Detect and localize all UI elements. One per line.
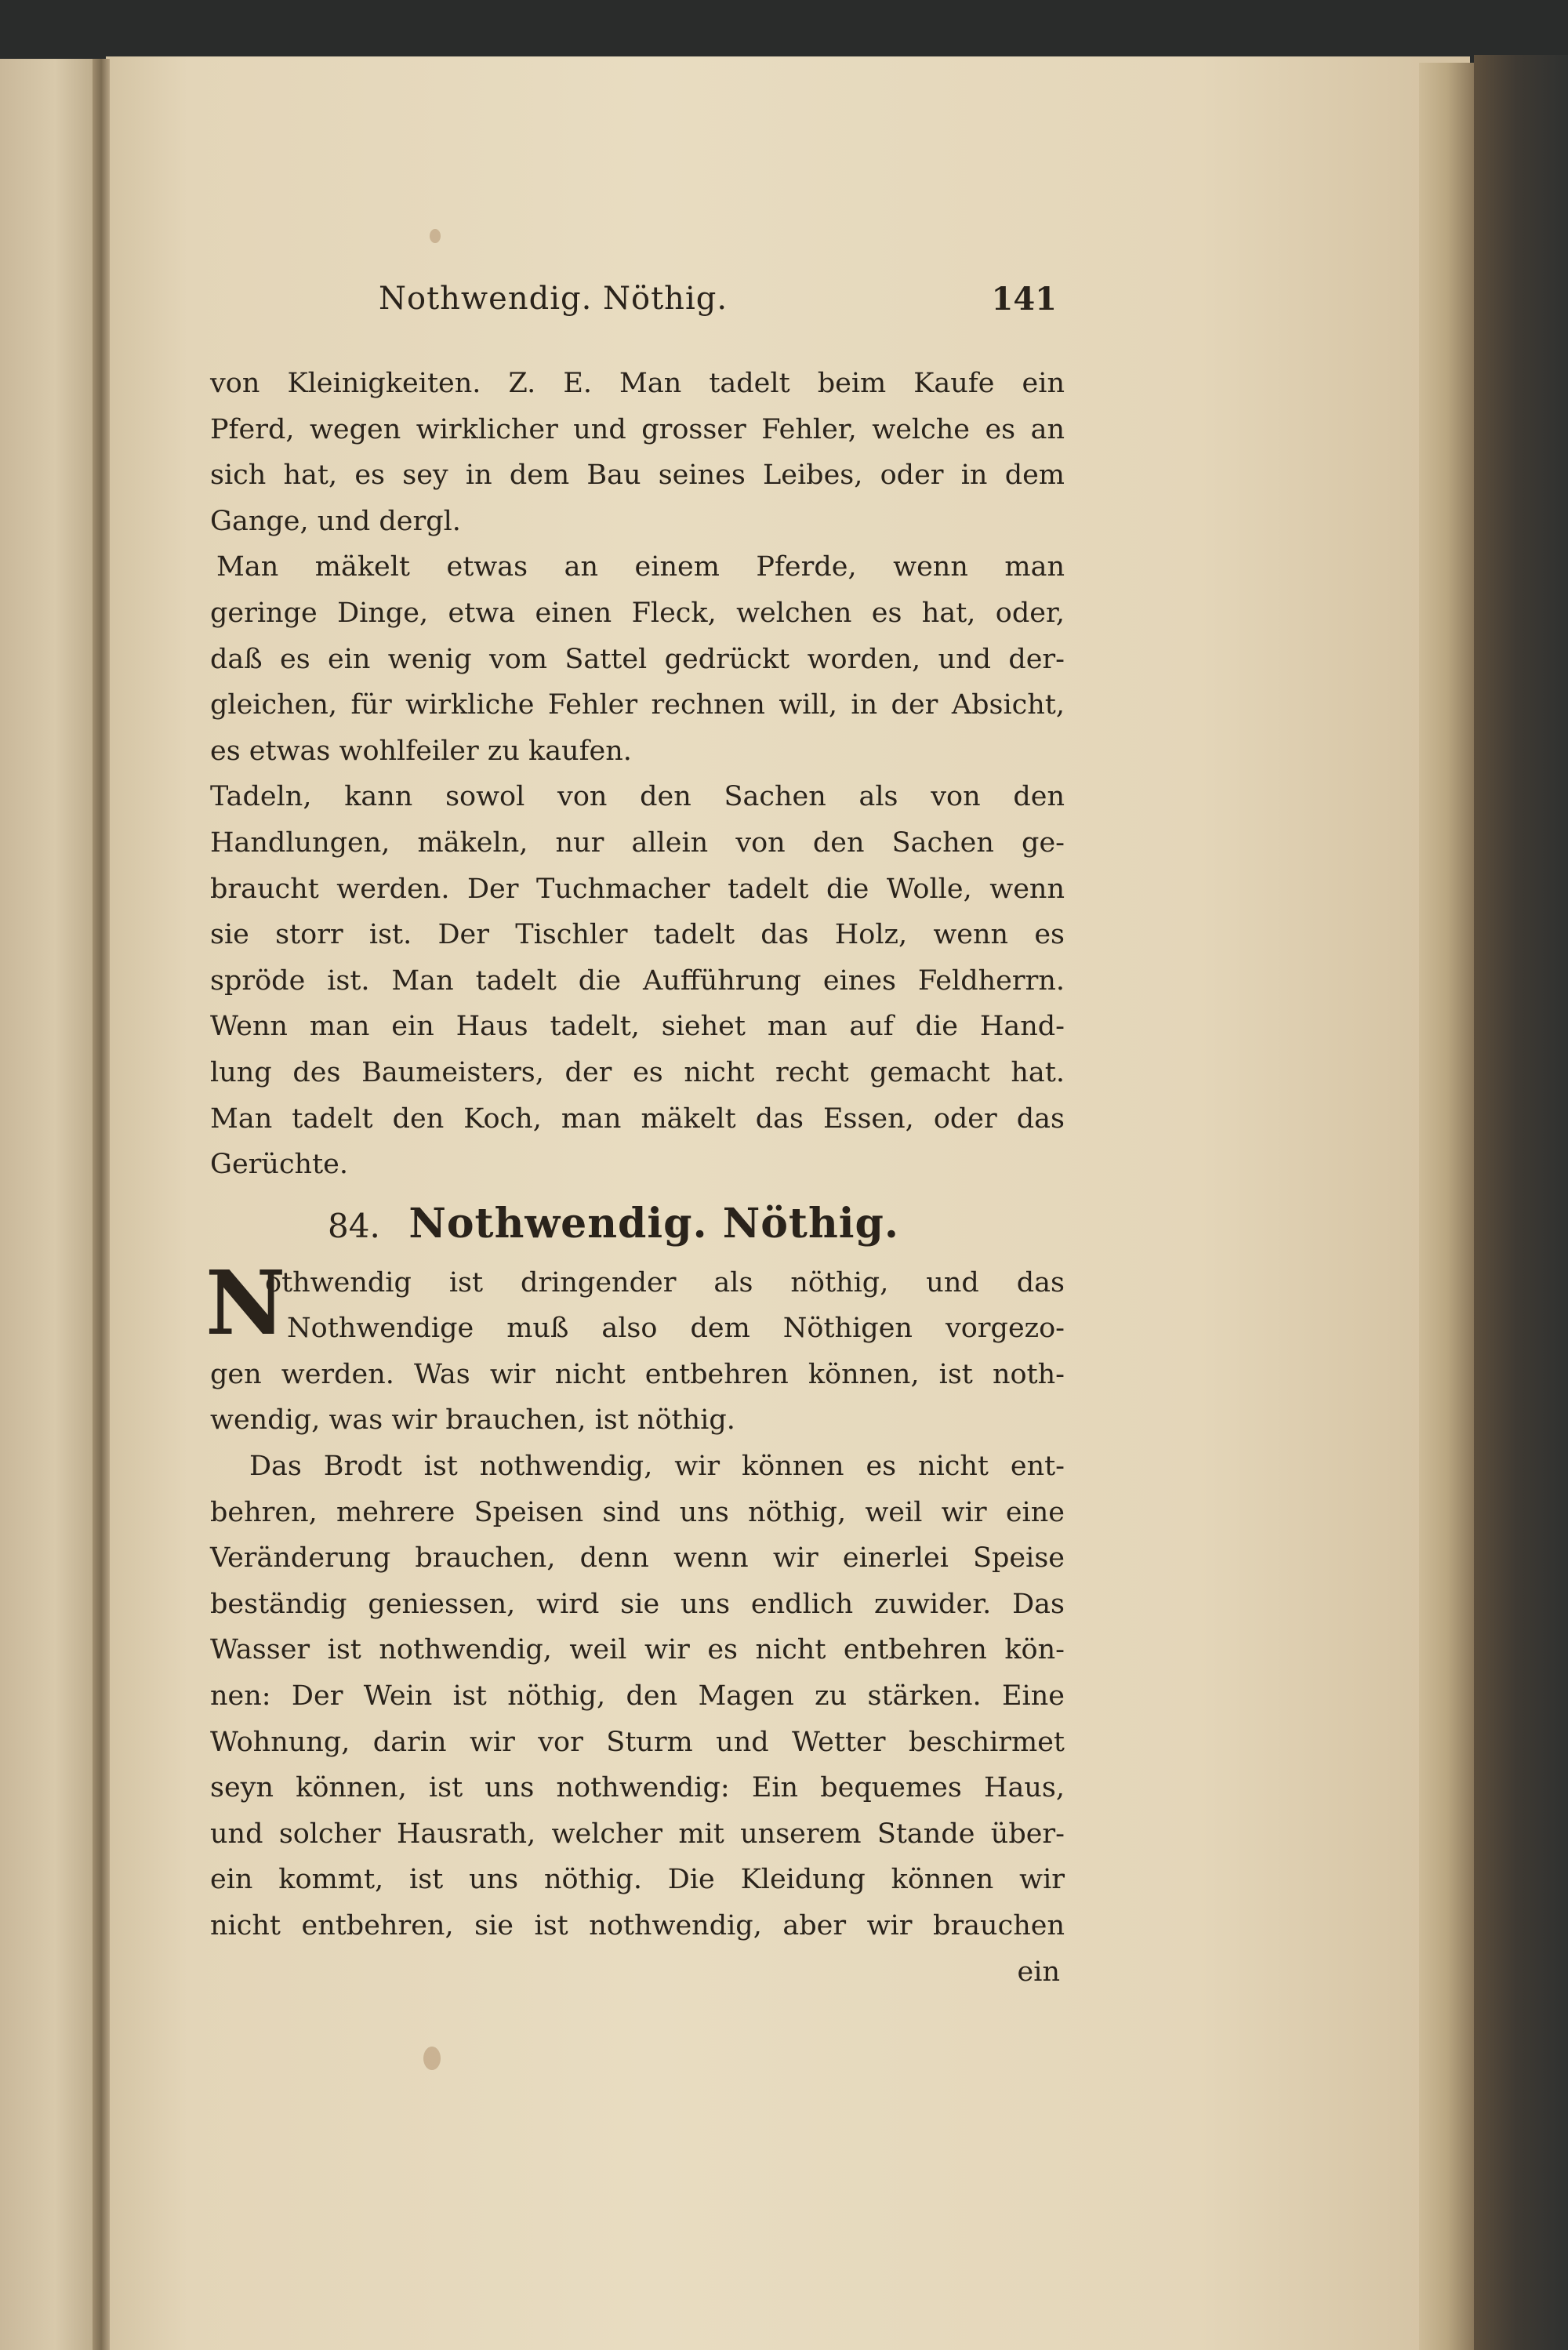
catchword: ein <box>1017 1956 1060 1988</box>
text-line: seyn können, ist uns nothwendig: Ein bequemes Haus, <box>210 1772 1065 1804</box>
section-title: Nothwendig. Nöthig. <box>408 1199 899 1248</box>
text-line: geringe Dinge, etwa einen Fleck, welchen es hat, oder, <box>210 597 1065 629</box>
paragraph-2 <box>210 544 1065 774</box>
paper-stain <box>430 229 441 243</box>
text-line: lung des Baumeisters, der es nicht recht gemacht hat. <box>210 1056 1065 1088</box>
book-gutter <box>93 59 110 2350</box>
text-line: wendig, was wir brauchen, ist nöthig. <box>210 1404 735 1437</box>
text-line: othwendig ist dringender als nöthig, und das <box>265 1266 1065 1298</box>
text-line: nen: Der Wein ist nöthig, den Magen zu stärken. Eine <box>210 1680 1065 1713</box>
text-line: Man tadelt den Koch, man mäkelt das Essen, oder das <box>210 1102 1065 1135</box>
text-line: Gerüchte. <box>210 1149 348 1181</box>
page-body <box>205 361 1065 1995</box>
text-line: sie storr ist. Der Tischler tadelt das Holz, wenn es <box>210 919 1065 951</box>
text-line: nicht entbehren, sie ist nothwendig, aber wir brauchen <box>210 1910 1065 1941</box>
book-cover-edge <box>1474 55 1568 2350</box>
text-line: Gange, und dergl. <box>210 505 461 537</box>
text-line: spröde ist. Man tadelt die Aufführung eines Feldherrn. <box>210 964 1065 997</box>
page-number: 141 <box>991 281 1057 318</box>
drop-cap: N <box>205 1251 286 1355</box>
left-page-edge <box>0 59 100 2350</box>
text-line: Veränderung brauchen, denn wenn wir einerlei Speise <box>210 1542 1065 1575</box>
section-number: 84. <box>328 1206 380 1245</box>
text-line: von Kleinigkeiten. Z. E. Man tadelt beim Kaufe ein <box>210 368 1065 399</box>
text-line: Wenn man ein Haus tadelt, siehet man auf die Hand- <box>210 1011 1065 1043</box>
text-line: es etwas wohlfeiler zu kaufen. <box>210 735 632 767</box>
text-line: beständig geniessen, wird sie uns endlich zuwider. Das <box>210 1588 1065 1620</box>
text-line: Handlungen, mäkeln, nur allein von den Sachen ge- <box>210 826 1065 859</box>
paragraph-3 <box>210 774 1065 1187</box>
text-line: Pferd, wegen wirklicher und grosser Fehler, welche es an <box>210 413 1065 445</box>
background-top <box>0 0 1568 63</box>
paragraph-1 <box>210 361 1065 544</box>
text-line: ein kommt, ist uns nöthig. Die Kleidung können wir <box>210 1864 1065 1896</box>
text-line: gen werden. Was wir nicht entbehren können, ist noth- <box>210 1358 1065 1390</box>
section-heading <box>210 1188 1065 1260</box>
text-line: Das Brodt ist nothwendig, wir können es nicht ent- <box>249 1451 1065 1483</box>
text-line: und solcher Hausrath, welcher mit unserem Stande über- <box>210 1818 1065 1850</box>
paragraph-4 <box>205 1251 1065 1444</box>
text-line: braucht werden. Der Tuchmacher tadelt die Wolle, wenn <box>210 873 1065 905</box>
paragraph-5 <box>210 1444 1065 1949</box>
text-line: behren, mehrere Speisen sind uns nöthig, weil wir eine <box>210 1496 1065 1528</box>
text-line: sich hat, es sey in dem Bau seines Leibes, oder in dem <box>210 459 1065 492</box>
running-head <box>210 281 1065 328</box>
text-line: Nothwendige muß also dem Nöthigen vorgezo- <box>287 1313 1065 1345</box>
running-head-title: Nothwendig. Nöthig. <box>379 281 728 317</box>
text-line: gleichen, für wirkliche Fehler rechnen will, in der Absicht, <box>210 689 1065 721</box>
text-line: Wasser ist nothwendig, weil wir es nicht entbehren kön- <box>210 1634 1065 1666</box>
text-line: daß es ein wenig vom Sattel gedrückt worden, und der- <box>210 643 1065 675</box>
text-line: Tadeln, kann sowol von den Sachen als von den <box>210 781 1065 813</box>
text-line: Man mäkelt etwas an einem Pferde, wenn man <box>216 551 1065 583</box>
paper-stain <box>423 2047 441 2070</box>
text-line: Wohnung, darin wir vor Sturm und Wetter beschirmet <box>210 1726 1065 1758</box>
